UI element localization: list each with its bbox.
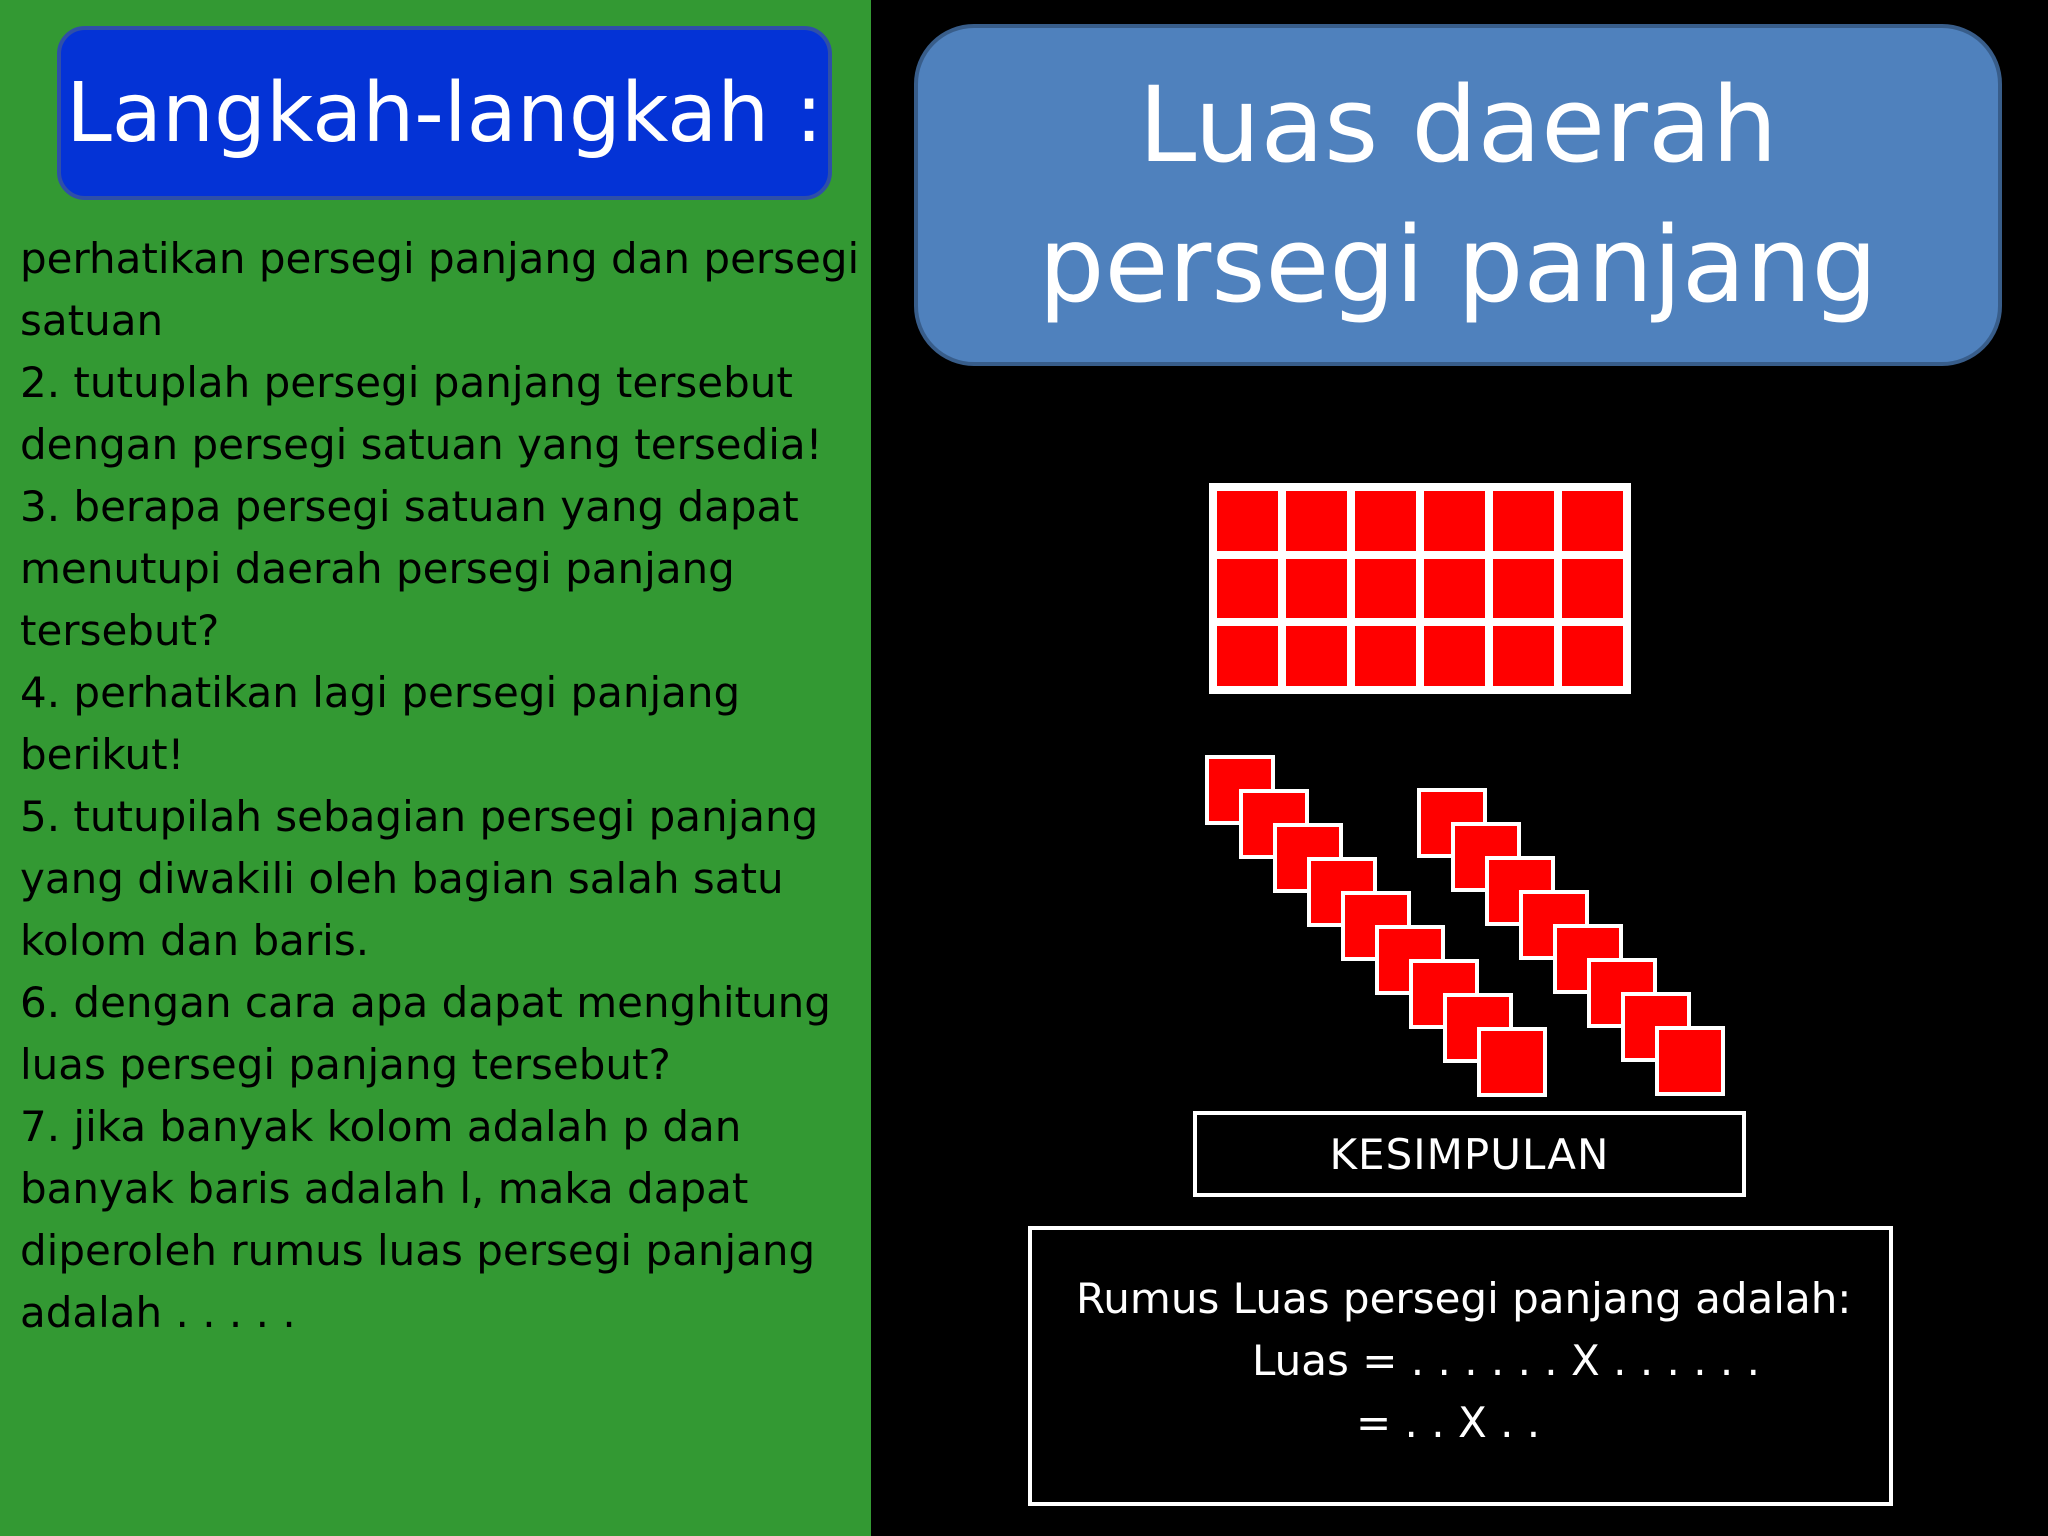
unit-square	[1420, 487, 1489, 555]
conclusion-label: KESIMPULAN	[1193, 1111, 1746, 1197]
unit-square	[1351, 487, 1420, 555]
rectangle-grid	[1209, 483, 1631, 694]
formula-area-line: Luas = . . . . . . X . . . . . .	[1252, 1336, 1760, 1385]
unit-square	[1558, 555, 1627, 623]
main-title: Luas daerah persegi panjang	[914, 24, 2002, 366]
formula-result-line: = . . X . .	[1356, 1398, 1541, 1447]
unit-square	[1213, 622, 1282, 690]
unit-square	[1282, 622, 1351, 690]
unit-square	[1351, 622, 1420, 690]
unit-square	[1420, 622, 1489, 690]
unit-square	[1213, 487, 1282, 555]
unit-square	[1351, 555, 1420, 623]
unit-square	[1477, 1027, 1547, 1097]
unit-square	[1282, 555, 1351, 623]
unit-square	[1489, 487, 1558, 555]
unit-square	[1420, 555, 1489, 623]
formula-box	[1028, 1226, 1893, 1506]
unit-square	[1282, 487, 1351, 555]
formula-title: Rumus Luas persegi panjang adalah:	[1076, 1274, 1852, 1323]
unit-square	[1655, 1026, 1725, 1096]
unit-square	[1489, 622, 1558, 690]
unit-square	[1558, 622, 1627, 690]
steps-title: Langkah-langkah :	[57, 26, 832, 200]
unit-square	[1558, 487, 1627, 555]
unit-square	[1489, 555, 1558, 623]
steps-list: perhatikan persegi panjang dan persegi satuan 2. tutuplah persegi panjang tersebut dengan persegi satuan yang tersedia! 3. berapa persegi satuan yang dapat menutupi daerah persegi panjang tersebut? 4. perhatikan lagi persegi panjang berikut! 5. tutupilah sebagian persegi panjang yang diwakili oleh bagian salah satu kolom dan baris. 6. dengan cara apa dapat menghitung luas persegi panjang tersebut? 7. jika banyak kolom adalah p dan banyak baris adalah l, maka dapat diperoleh rumus luas persegi panjang adalah . . . . .	[20, 234, 860, 1337]
unit-square	[1213, 555, 1282, 623]
